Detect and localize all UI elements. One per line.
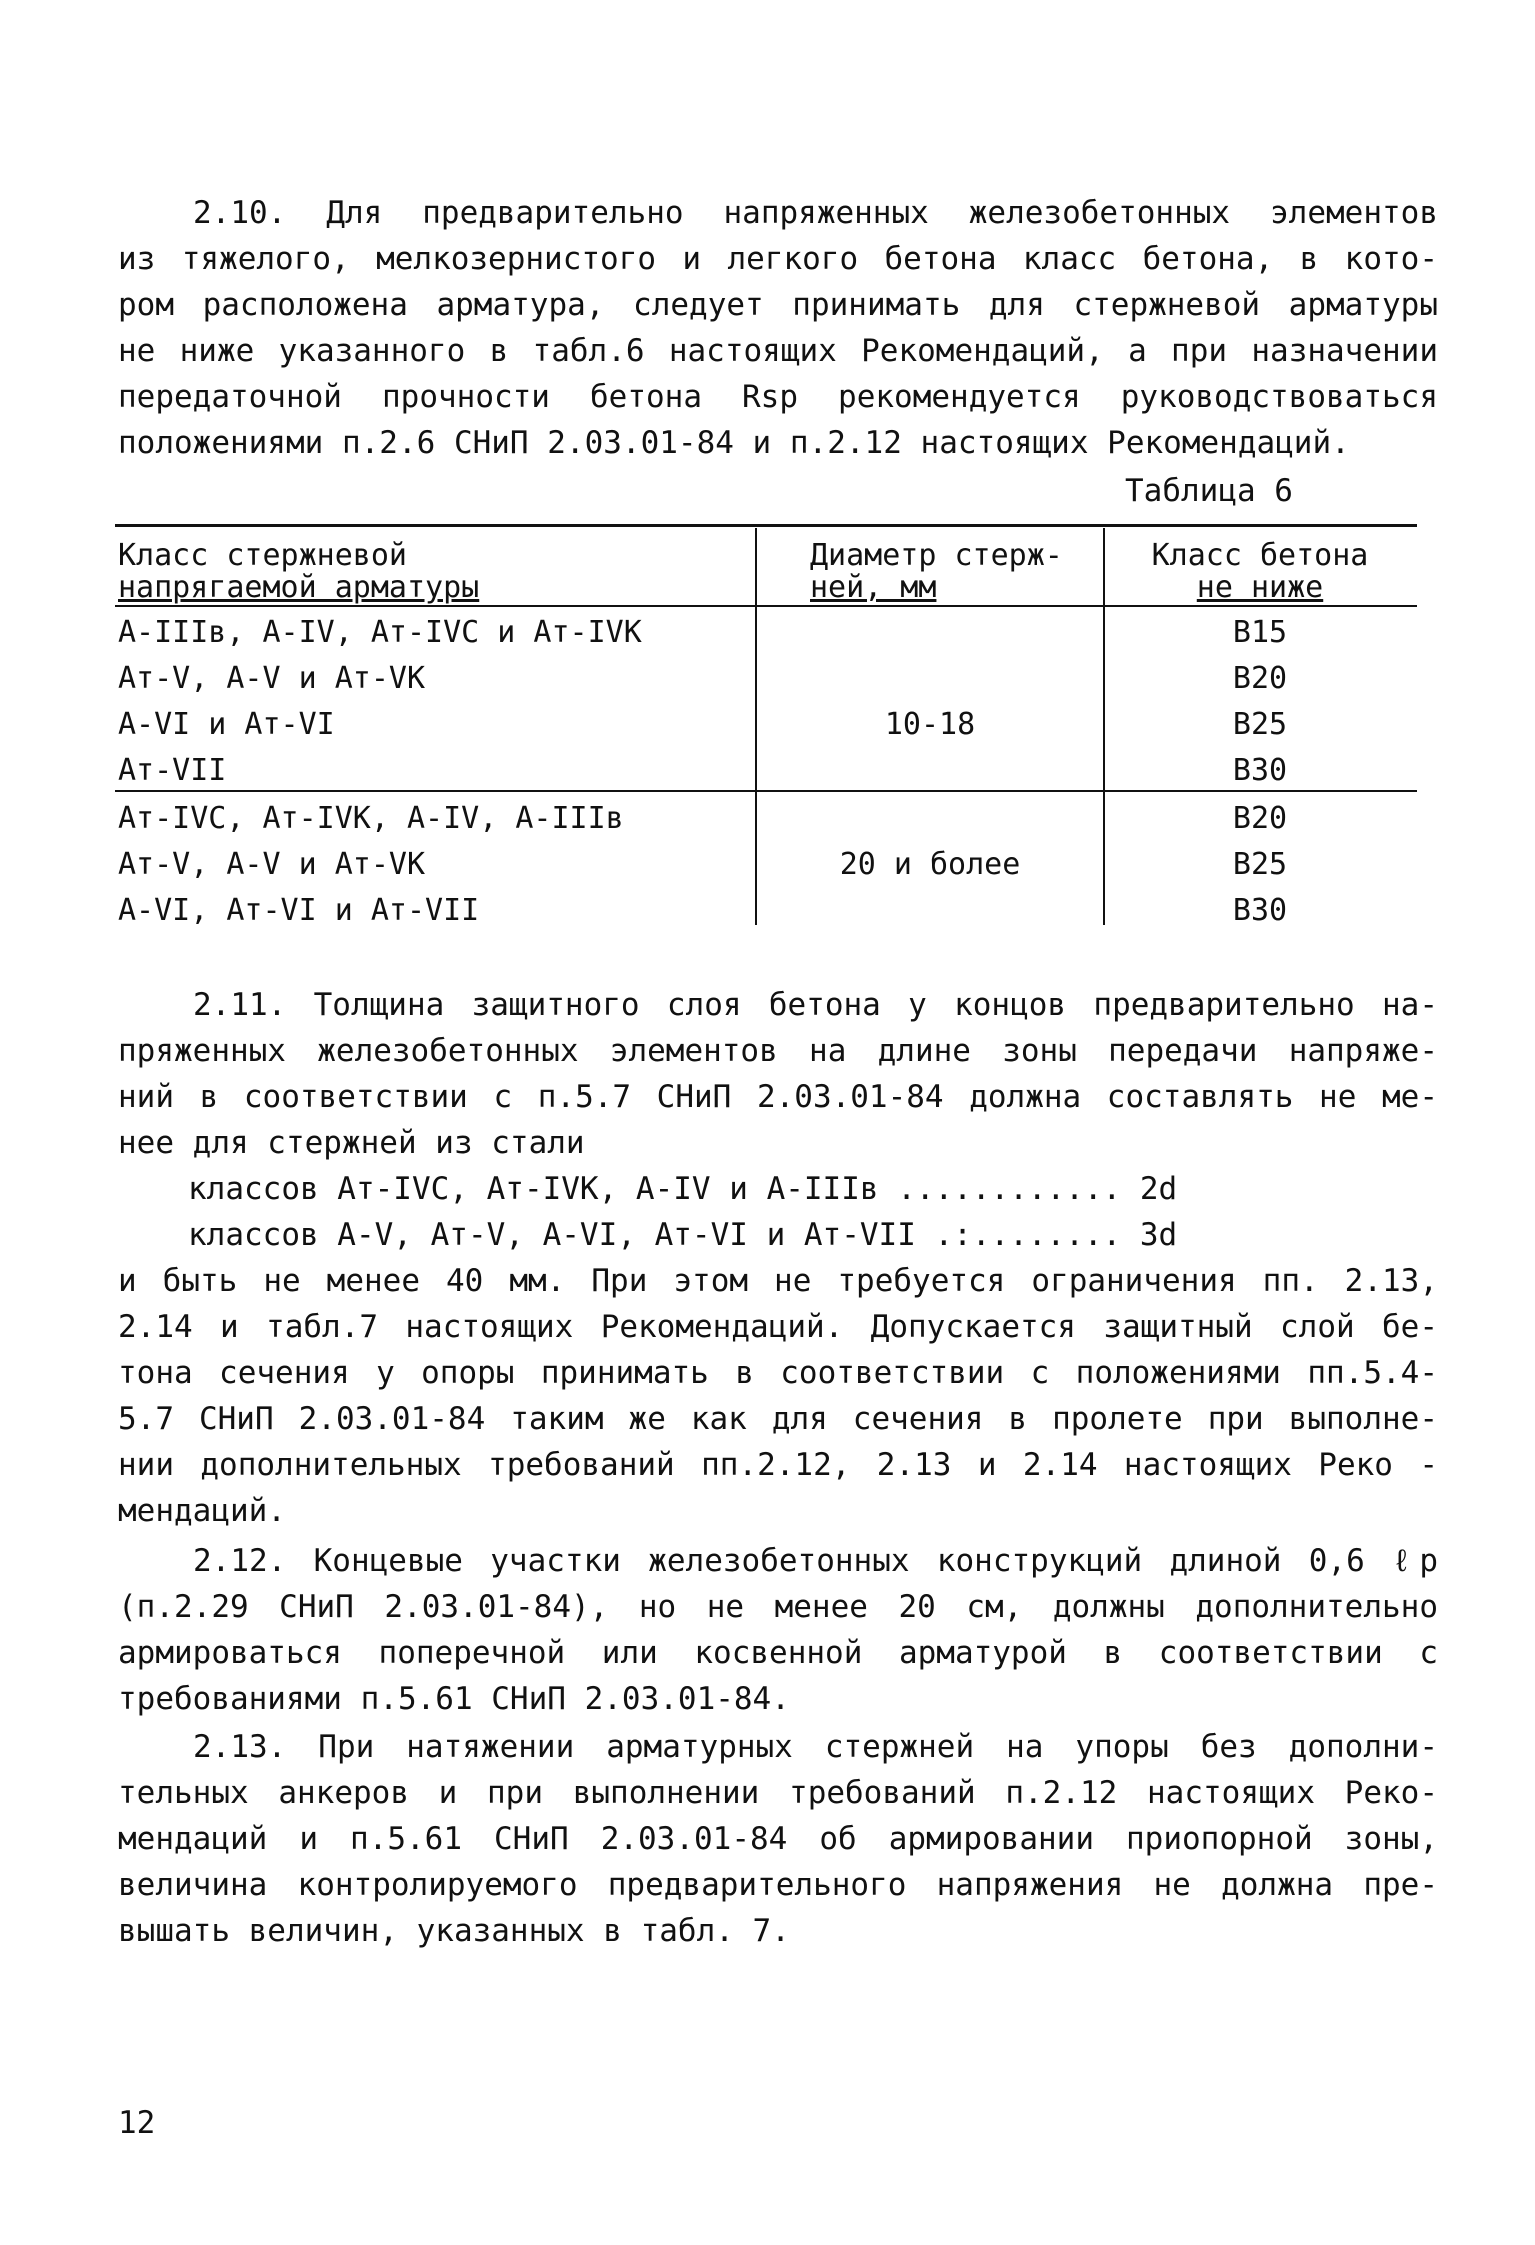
text-line: 5.7 СНиП 2.03.01-84 таким же как для сечения в пролете при выполне- [118, 1401, 1438, 1437]
table-cell-concrete: В25 [1232, 847, 1288, 882]
table-cell-concrete: В15 [1232, 615, 1288, 650]
text-line: передаточной прочности бетона Rsp рекомендуется руководствоваться [118, 379, 1438, 415]
text-line: 2.11. Толщина защитного слоя бетона у концов предварительно на- [193, 987, 1438, 1023]
table-caption: Таблица 6 [1125, 473, 1293, 509]
cover-requirement-line: классов А-V, Ат-V, А-VI, Ат-VI и Ат-VII .:........ 3d [188, 1217, 1178, 1253]
text-line: (п.2.29 СНиП 2.03.01-84), но не менее 20 см, должны дополнительно [118, 1589, 1438, 1625]
header-concrete-class: Класс бетона не ниже [1151, 538, 1369, 605]
table-header-rule [115, 605, 1417, 607]
table-cell-concrete: В25 [1232, 707, 1288, 742]
text-line: положениями п.2.6 СНиП 2.03.01-84 и п.2.12 настоящих Рекомендаций. [118, 425, 1350, 461]
table-column-divider [1103, 528, 1105, 925]
text-line: нее для стержней из стали [118, 1125, 585, 1161]
paragraph-2-11 [118, 982, 1438, 1166]
header-diameter: Диаметр стерж- ней, мм [810, 538, 1063, 605]
text-line: пряженных железобетонных элементов на длине зоны передачи напряже- [118, 1033, 1438, 1069]
header-steel-class: Класс стержневой напрягаемой арматуры [118, 538, 480, 605]
text-line: 2.13. При натяжении арматурных стержней на упоры без дополни- [193, 1729, 1438, 1765]
table-cell-concrete: В20 [1232, 661, 1288, 696]
table-top-rule [115, 524, 1417, 527]
table-cell-steel: А-IIIв, А-IV, Ат-IVС и Ат-IVК [118, 615, 642, 650]
text-line: армироваться поперечной или косвенной арматурой в соответствии с [118, 1635, 1438, 1671]
text-line: не ниже указанного в табл.6 настоящих Рекомендаций, а при назначении [118, 333, 1438, 369]
text-line: мендаций. [118, 1493, 286, 1529]
text-line: нии дополнительных требований пп.2.12, 2.13 и 2.14 настоящих Реко - [118, 1447, 1438, 1483]
table-cell-concrete: В20 [1232, 801, 1288, 836]
text-line: требованиями п.5.61 СНиП 2.03.01-84. [118, 1681, 790, 1717]
text-line: из тяжелого, мелкозернистого и легкого бетона класс бетона, в кото- [118, 241, 1438, 277]
table-cell-diameter: 20 и более [839, 847, 1021, 882]
cover-requirement-line: классов Ат-IVС, Ат-IVК, А-IV и А-IIIв ............ 2d [188, 1171, 1178, 1207]
text-line: мендаций и п.5.61 СНиП 2.03.01-84 об армировании приопорной зоны, [118, 1821, 1438, 1857]
table-cell-steel: А-VI и Ат-VI [118, 707, 335, 742]
text-line: и быть не менее 40 мм. При этом не требуется ограничения пп. 2.13, [118, 1263, 1438, 1299]
table-cell-steel: Ат-V, А-V и Ат-VК [118, 847, 426, 882]
table-column-divider [755, 528, 757, 925]
table-cell-concrete: В30 [1232, 893, 1288, 928]
paragraph-2-13 [118, 1724, 1438, 1954]
text-line: 2.14 и табл.7 настоящих Рекомендаций. Допускается защитный слой бе- [118, 1309, 1438, 1345]
paragraph-2-12 [118, 1538, 1438, 1722]
text-line: 2.12. Концевые участки железобетонных конструкций длиной 0,6 ℓp [193, 1543, 1438, 1579]
table-cell-steel: Ат-IVС, Ат-IVК, А-IV, А-IIIв [118, 801, 624, 836]
text-line: вышать величин, указанных в табл. 7. [118, 1913, 790, 1949]
text-line: тельных анкеров и при выполнении требований п.2.12 настоящих Реко- [118, 1775, 1438, 1811]
text-line: тона сечения у опоры принимать в соответствии с положениями пп.5.4- [118, 1355, 1438, 1391]
table-cell-steel: Ат-VII [118, 753, 227, 788]
table-cell-steel: Ат-V, А-V и Ат-VК [118, 661, 426, 696]
paragraph-2-10 [118, 190, 1438, 466]
text-line: ром расположена арматура, следует принимать для стержневой арматуры [118, 287, 1438, 323]
table-cell-concrete: В30 [1232, 753, 1288, 788]
table-cell-steel: А-VI, Ат-VI и Ат-VII [118, 893, 480, 928]
page-number: 12 [118, 2105, 156, 2141]
text-line: величина контролируемого предварительного напряжения не должна пре- [118, 1867, 1438, 1903]
paragraph-2-11-continued [118, 1258, 1438, 1534]
table-cell-diameter: 10-18 [884, 707, 976, 742]
text-line: ний в соответствии с п.5.7 СНиП 2.03.01-84 должна составлять не ме- [118, 1079, 1438, 1115]
text-line: 2.10. Для предварительно напряженных железобетонных элементов [193, 195, 1438, 231]
